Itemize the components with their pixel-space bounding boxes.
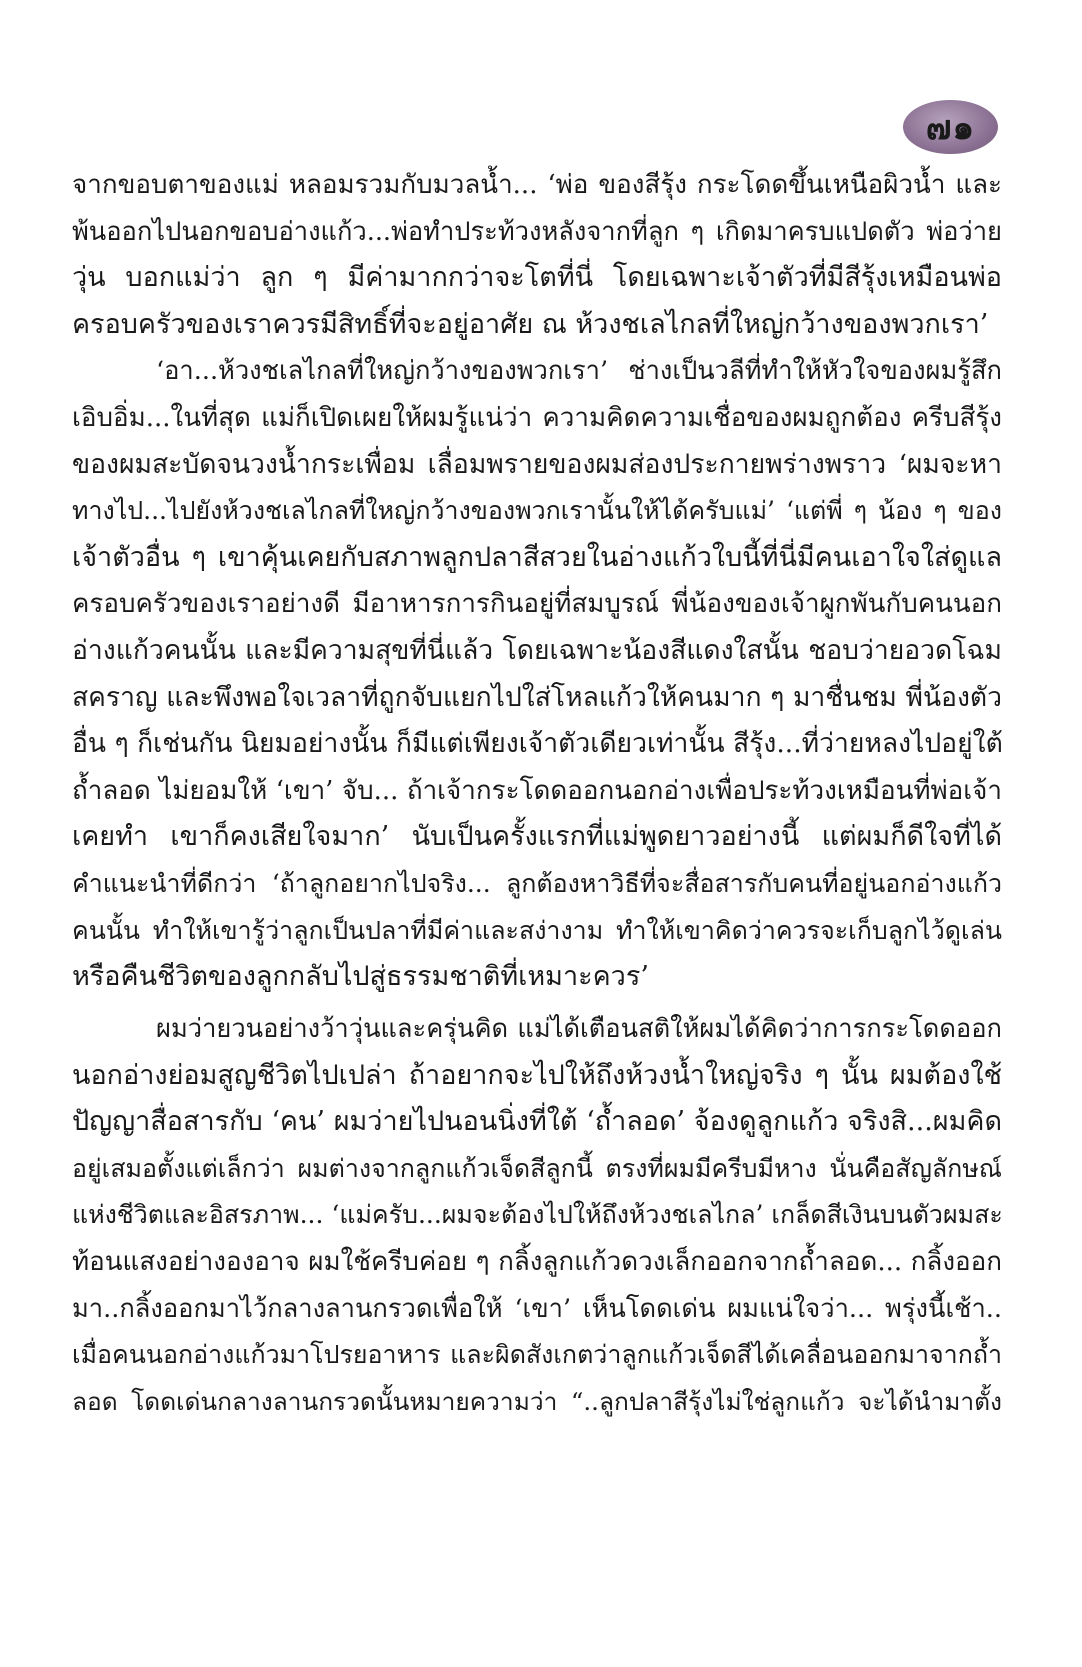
text-line: สคราญ และพึงพอใจเวลาที่ถูกจับแยกไปใส่โหลแก้วให้คนมาก ๆ มาชื่นชม พี่น้องตัว	[72, 681, 1002, 713]
text-line: ผมว่ายวนอย่างว้าวุ่นและครุ่นคิด แม่ได้เตือนสติให้ผมได้คิดว่าการกระโดดออก	[156, 1014, 1002, 1044]
text-line: อ่างแก้วคนนั้น และมีความสุขที่นี่แล้ว โดยเฉพาะน้องสีแดงใสนั้น ชอบว่ายอวดโฉม	[72, 634, 1002, 666]
text-line: หรือคืนชีวิตของลูกกลับไปสู่ธรรมชาติที่เหมาะควร’	[72, 961, 649, 993]
text-line: ครอบครัวของเราอย่างดี มีอาหารการกินอยู่ที่สมบูรณ์ พี่น้องของเจ้าผูกพันกับคนนอก	[72, 589, 1002, 620]
text-line: เจ้าตัวอื่น ๆ เขาคุ้นเคยกับสภาพลูกปลาสีสวยในอ่างแก้วใบนี้ที่นี่มีคนเอาใจใส่ดูแล	[72, 541, 1002, 573]
page-number: ๗๑	[925, 108, 976, 148]
text-line: ปัญญาสื่อสารกับ ‘คน’ ผมว่ายไปนอนนิ่งที่ใต้ ‘ถ้ำลอด’ จ้องดูลูกแก้ว จริงสิ...ผมคิด	[72, 1106, 1002, 1138]
paragraph-block-1	[72, 162, 1002, 1001]
text-line: ท้อนแสงอย่างองอาจ ผมใช้ครีบค่อย ๆ กลิ้งลูกแก้วดวงเล็กออกจากถ้ำลอด... กลิ้งออก	[72, 1246, 1002, 1277]
text-line: ครอบครัวของเราควรมีสิทธิ์ที่จะอยู่อาศัย ณ ห้วงชเลไกลที่ใหญ่กว้างของพวกเรา’	[72, 308, 989, 340]
text-line: ลอด โดดเด่นกลางลานกรวดนั้นหมายความว่า “..ลูกปลาสีรุ้งไม่ใช่ลูกแก้ว จะได้นำมาตั้ง	[72, 1386, 1002, 1416]
text-line: เคยทำ เขาก็คงเสียใจมาก’ นับเป็นครั้งแรกที่แม่พูดยาวอย่างนี้ แต่ผมก็ดีใจที่ได้	[72, 821, 1002, 853]
text-line: วุ่น บอกแม่ว่า ลูก ๆ มีค่ามากกว่าจะโตที่นี่ โดยเฉพาะเจ้าตัวที่มีสีรุ้งเหมือนพ่อ	[72, 262, 1002, 294]
paragraph-block-2	[72, 1006, 1002, 1425]
text-line: อยู่เสมอตั้งแต่เล็กว่า ผมต่างจากลูกแก้วเจ็ดสีลูกนี้ ตรงที่ผมมีครีบมีหาง นั่นคือสัญลักษณ์	[72, 1153, 1002, 1183]
text-line: คำแนะนำที่ดีกว่า ‘ถ้าลูกอยากไปจริง... ลูกต้องหาวิธีที่จะสื่อสารกับคนที่อยู่นอกอ่างแก้ว	[72, 868, 1002, 898]
text-line: แห่งชีวิตและอิสรภาพ... ‘แม่ครับ...ผมจะต้องไปให้ถึงห้วงชเลไกล’ เกล็ดสีเงินบนตัวผมสะ	[72, 1200, 1003, 1230]
text-line: พ้นออกไปนอกขอบอ่างแก้ว...พ่อทำประท้วงหลังจากที่ลูก ๆ เกิดมาครบแปดตัว พ่อว่าย	[72, 216, 1002, 247]
text-line: จากขอบตาของแม่ หลอมรวมกับมวลน้ำ... ‘พ่อ ของสีรุ้ง กระโดดขึ้นเหนือผิวน้ำ และ	[72, 170, 1002, 200]
text-line: ถ้ำลอด ไม่ยอมให้ ‘เขา’ จับ... ถ้าเจ้ากระโดดออกนอกอ่างเพื่อประท้วงเหมือนที่พ่อเจ้า	[72, 775, 1002, 806]
text-line: เมื่อคนนอกอ่างแก้วมาโปรยอาหาร และผิดสังเกตว่าลูกแก้วเจ็ดสีได้เคลื่อนออกมาจากถ้ำ	[72, 1340, 1002, 1370]
text-line: ทางไป...ไปยังห้วงชเลไกลที่ใหญ่กว้างของพวกเรานั้นให้ได้ครับแม่’ ‘แต่พี่ ๆ น้อง ๆ ของ	[72, 496, 1002, 526]
text-line: คนนั้น ทำให้เขารู้ว่าลูกเป็นปลาที่มีค่าและสง่างาม ทำให้เขาคิดว่าควรจะเก็บลูกไว้ดูเล่น	[72, 915, 1002, 945]
text-line: อื่น ๆ ก็เช่นกัน นิยมอย่างนั้น ก็มีแต่เพียงเจ้าตัวเดียวเท่านั้น สีรุ้ง...ที่ว่ายหลงไปอยู่ใต้	[72, 728, 1003, 760]
text-line: เอิบอิ่ม...ในที่สุด แม่ก็เปิดเผยให้ผมรู้แน่ว่า ความคิดความเชื่อของผมถูกต้อง ครีบสีรุ้ง	[72, 402, 1002, 433]
text-line: มา..กลิ้งออกมาไว้กลางลานกรวดเพื่อให้ ‘เขา’ เห็นโดดเด่น ผมแน่ใจว่า... พรุ่งนี้เช้า..	[72, 1293, 1002, 1324]
text-line: ของผมสะบัดจนวงน้ำกระเพื่อม เลื่อมพรายของผมส่องประกายพร่างพราว ‘ผมจะหา	[72, 448, 1002, 480]
page-number-badge	[903, 100, 998, 154]
text-line: นอกอ่างย่อมสูญชีวิตไปเปล่า ถ้าอยากจะไปให้ถึงห้วงน้ำใหญ่จริง ๆ นั้น ผมต้องใช้	[72, 1059, 1002, 1091]
text-line: ‘อา...ห้วงชเลไกลที่ใหญ่กว้างของพวกเรา’ ช่างเป็นวลีที่ทำให้หัวใจของผมรู้สึก	[156, 356, 1002, 387]
